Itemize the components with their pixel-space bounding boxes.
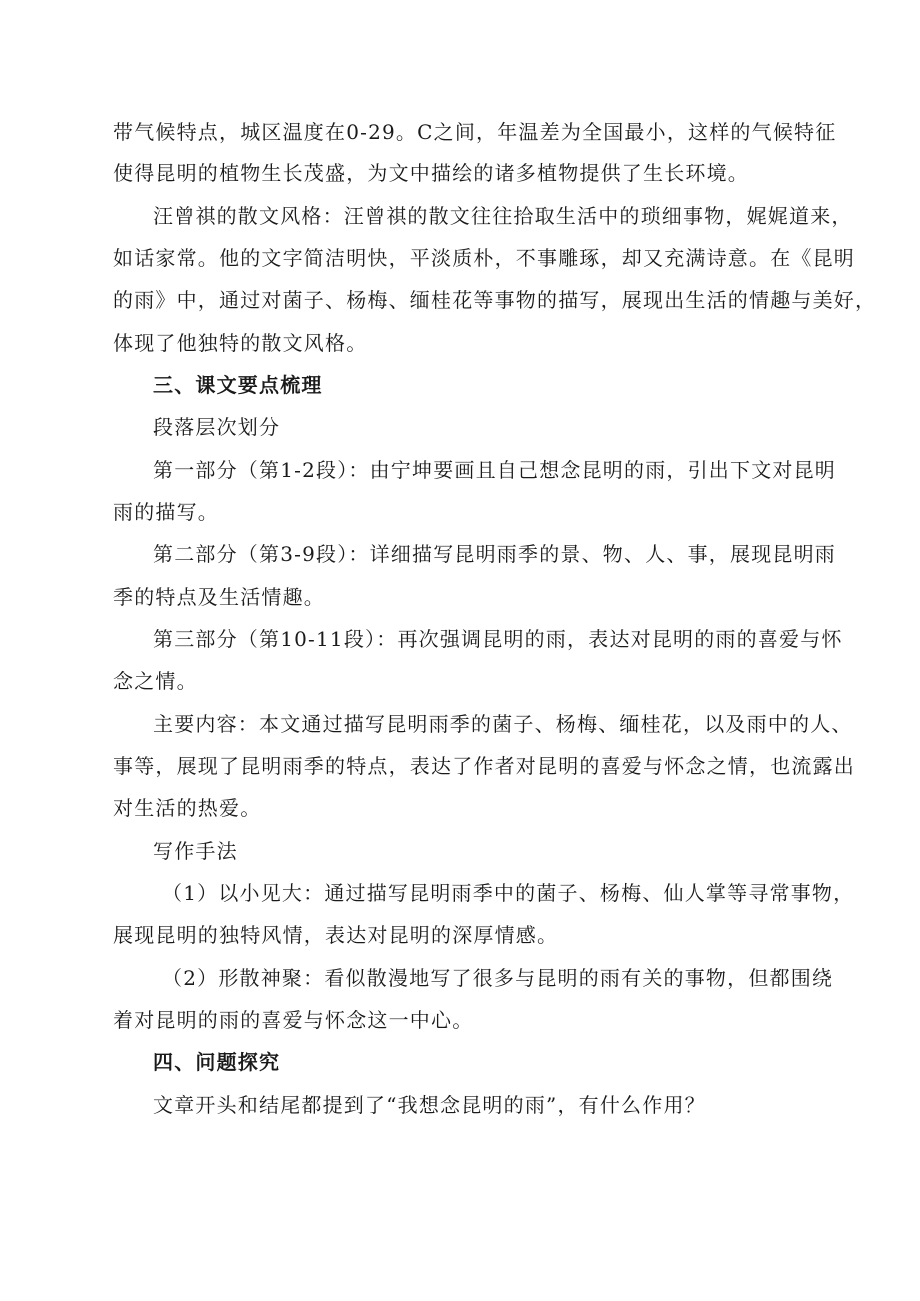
paragraph-line: 体现了他独特的散文风格。 [113,331,368,355]
paragraph-line: 雨的描写。 [113,500,219,524]
paragraph-line: 汪曾祺的散文风格：汪曾祺的散文往往拾取生活中的琐细事物，娓娓道来， [153,204,853,228]
subheading: 段落层次划分 [153,415,281,439]
paragraph-line: 主要内容：本文通过描写昆明雨季的菌子、杨梅、缅桂花，以及雨中的人、 [153,712,853,736]
paragraph-line: （2）形散神聚：看似散漫地写了很多与昆明的雨有关的事物，但都围绕 [162,966,834,990]
paragraph-line: 的雨》中，通过对菌子、杨梅、缅桂花等事物的描写，展现出生活的情趣与美好， [113,288,877,312]
subheading: 写作手法 [153,839,238,863]
paragraph-line: 文章开头和结尾都提到了“我想念昆明的雨”，有什么作用？ [153,1093,706,1117]
paragraph-line: 带气候特点，城区温度在0-29。C之间，年温差为全国最小，这样的气候特征 [113,120,837,144]
paragraph-line: 第三部分（第10-11段）：再次强调昆明的雨，表达对昆明的雨的喜爱与怀 [153,627,843,651]
paragraph-line: 如话家常。他的文字简洁明快，平淡质朴，不事雕琢，却又充满诗意。在《昆明 [113,246,855,270]
paragraph-line: （1）以小见大：通过描写昆明雨季中的菌子、杨梅、仙人掌等寻常事物， [162,881,855,905]
paragraph-line: 季的特点及生活情趣。 [113,585,325,609]
paragraph-line: 事等，展现了昆明雨季的特点，表达了作者对昆明的喜爱与怀念之情，也流露出 [113,754,855,778]
paragraph-line: 第二部分（第3-9段）：详细描写昆明雨季的景、物、人、事，展现昆明雨 [153,542,837,566]
paragraph-line: 展现昆明的独特风情，表达对昆明的深厚情感。 [113,923,559,947]
section-heading: 四、问题探究 [153,1050,281,1074]
paragraph-line: 使得昆明的植物生长茂盛，为文中描绘的诸多植物提供了生长环境。 [113,161,749,185]
paragraph-line: 念之情。 [113,669,198,693]
paragraph-line: 着对昆明的雨的喜爱与怀念这一中心。 [113,1008,474,1032]
section-heading: 三、课文要点梳理 [153,373,323,397]
paragraph-line: 对生活的热爱。 [113,796,262,820]
paragraph-line: 第一部分（第1-2段）：由宁坤要画且自己想念昆明的雨，引出下文对昆明 [153,458,837,482]
